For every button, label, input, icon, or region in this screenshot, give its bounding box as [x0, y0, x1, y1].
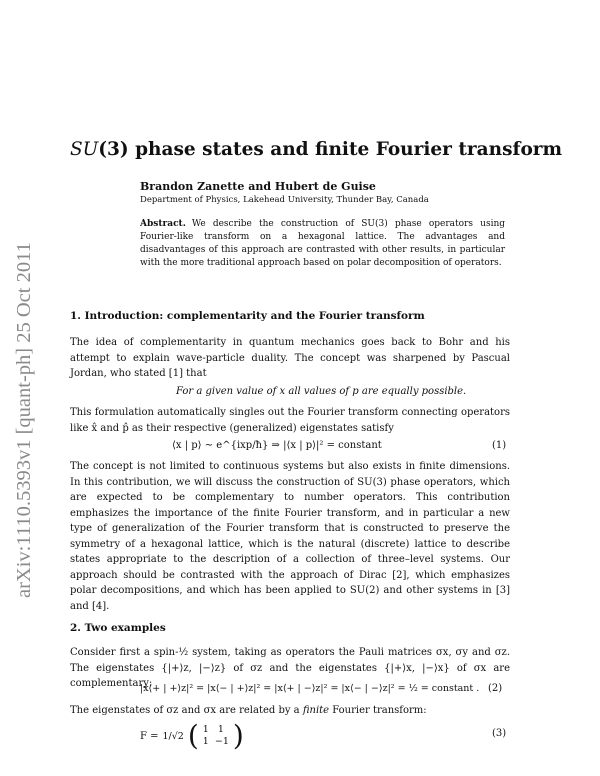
- matrix-right-paren: ): [232, 719, 244, 752]
- equation-3: [140, 719, 244, 752]
- arxiv-identifier-text: arXiv:1110.5393v1 [quant-ph] 25 Oct 2011: [13, 242, 35, 598]
- examples-paragraph-2-a: The eigenstates of σz and σx are related by a: [70, 705, 303, 716]
- paper-title: [70, 139, 562, 160]
- intro-paragraph-3: The concept is not limited to continuous systems but also exists in finite dimensions. In this contribution, we will discuss the construction of SU(3) phase operators, which are expected to be complementary to number operators. This contribution emphasizes the importance of the finite Fourier transform, and in particular a new type of generalization of the Fourier transform that is constructed to preserve the symmetry of a hexagonal lattice, which is the natural (discrete) lattice to describe states appropriate to the description of a collection of three–level systems. Our approach should be contrasted with the approach of Dirac [2], which emphasizes polar decompositions, and which has been applied to SU(2) and other systems in [3] and [4].: [70, 461, 510, 612]
- equation-2: |x⟨+ | +⟩z|² = |x⟨− | +⟩z|² = |x⟨+ | −⟩z|² = |x⟨− | −⟩z|² = ½ = constant .: [140, 683, 480, 694]
- examples-paragraph-1: Consider first a spin-½ system, taking as operators the Pauli matrices σx, σy and σz. The eigenstates {|+⟩z, |−⟩z} of σz and the eigenstates {|+⟩x, |−⟩x} of σx are complementary:: [70, 647, 510, 689]
- arxiv-identifier: [4, 210, 38, 600]
- abstract-label: Abstract.: [140, 219, 186, 229]
- intro-paragraph-2: This formulation automatically singles out the Fourier transform connecting operators like x̂ and p̂ as their respective (generalized) eigenstates satisfy: [70, 407, 510, 434]
- equation-1: ⟨x | p⟩ ∼ e^{ixp/ħ} ⇒ |⟨x | p⟩|² = constant: [172, 440, 382, 451]
- abstract-text: We describe the construction of SU(3) phase operators using Fourier-like transform on a hexagonal lattice. The advantages and disadvantages of this approach are contrasted with other results, in particular with the more traditional approach based on polar decomposition of operators.: [140, 219, 505, 268]
- affiliation: Department of Physics, Lakehead University, Thunder Bay, Canada: [140, 195, 429, 205]
- equation-1-number: (1): [492, 440, 507, 451]
- title-su: SU: [70, 139, 99, 160]
- matrix-left-paren: (: [187, 719, 199, 752]
- title-rest: (3) phase states and finite Fourier transform: [98, 139, 563, 160]
- examples-paragraph-2-c: Fourier transform:: [329, 705, 427, 716]
- section-heading-two-examples: 2. Two examples: [70, 622, 166, 634]
- section-heading-introduction: 1. Introduction: complementarity and the Fourier transform: [70, 310, 425, 322]
- examples-paragraph-2: [70, 703, 510, 719]
- matrix-row-1: 1 1: [202, 724, 224, 735]
- matrix-row-2: 1 −1: [202, 736, 229, 747]
- jordan-quote: For a given value of x all values of p are equally possible.: [176, 386, 467, 397]
- authors: Brandon Zanette and Hubert de Guise: [140, 180, 376, 193]
- examples-paragraph-2-finite: finite: [302, 705, 330, 716]
- matrix-body: [203, 724, 229, 748]
- equation-3-prefactor: 1/√2: [162, 730, 184, 742]
- equation-3-number: (3): [492, 728, 507, 739]
- equation-3-lhs: F =: [140, 730, 159, 742]
- abstract: [140, 218, 505, 270]
- equation-2-number: (2): [488, 683, 503, 694]
- intro-paragraph-1: The idea of complementarity in quantum mechanics goes back to Bohr and his attempt to explain wave-particle duality. The concept was sharpened by Pascual Jordan, who stated [1] that: [70, 337, 510, 379]
